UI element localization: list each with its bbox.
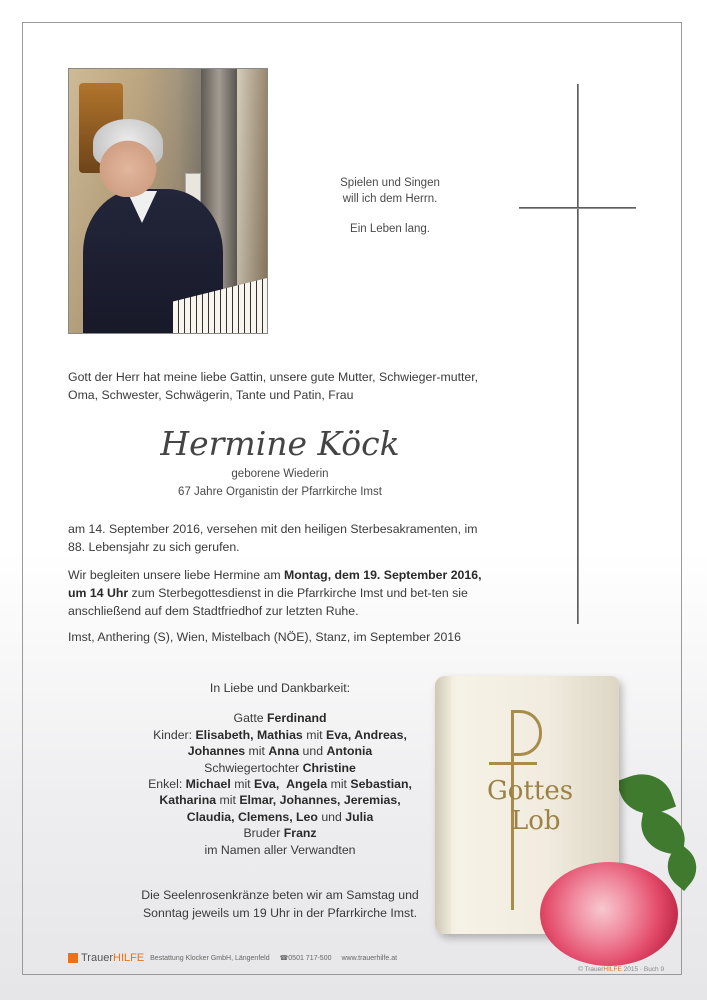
cross-icon-beam <box>519 207 636 209</box>
motto-line: Ein Leben lang. <box>350 223 430 235</box>
family-name: Ferdinand <box>267 711 327 726</box>
motto <box>300 175 480 237</box>
family-line <box>130 825 430 841</box>
phone-number: ☎0501 717-500 <box>279 955 332 962</box>
website: www.trauerhilfe.at <box>341 954 398 962</box>
family-list <box>130 680 430 858</box>
family-name: Eva, Andreas, <box>326 727 407 742</box>
funeral-text: zum Sterbegottesdienst in die Pfarrkirche Imst und bet-ten sie anschließend auf dem Stadtfriedhof zur letzten Ruhe. <box>68 586 468 618</box>
rosary-line: Sonntag jeweils um 19 Uhr in der Pfarrkirche Imst. <box>142 906 418 920</box>
book-title: Lob <box>511 806 561 836</box>
funeral-date: Montag, dem 19. September 2016, um 14 Uhr <box>68 568 482 600</box>
family-name: Franz <box>283 826 317 841</box>
trauerhilfe-logo-icon <box>68 953 78 963</box>
family-line: Claudia, Clemens, Leo und Julia <box>186 809 374 824</box>
family-name: Eva, <box>254 777 280 792</box>
copyright: © TrauerHILFE 2015 · Buch 9 <box>578 966 665 973</box>
funeral-text: Wir begleiten unsere liebe Hermine am <box>68 568 284 582</box>
maiden-name: geborene Wiederin <box>231 468 329 480</box>
family-name: Julia <box>345 809 374 824</box>
family-name: Claudia, Clemens, Leo <box>186 809 318 824</box>
book-title: Gottes <box>487 776 574 806</box>
family-name: Katharina <box>159 793 217 808</box>
intro-text: Gott der Herr hat meine liebe Gattin, unsere gute Mutter, Schwieger-mutter, Oma, Schwester, Schwägerin, Tante und Patin, Frau <box>68 370 479 402</box>
rose-image <box>540 862 678 966</box>
relation: Enkel: <box>148 777 186 792</box>
family-line <box>130 760 430 776</box>
funeral-notice <box>68 566 493 620</box>
family-line: im Namen aller Verwandten <box>204 842 356 857</box>
family-line <box>130 710 430 726</box>
family-name: Anna <box>268 744 300 759</box>
family-line: Kinder: Elisabeth, Mathias mit Eva, Andreas, <box>153 727 407 742</box>
family-name: Sebastian, <box>350 777 412 792</box>
family-name: Johannes <box>187 744 246 759</box>
death-notice: am 14. September 2016, versehen mit den heiligen Sterbesakramenten, im 88. Lebensjahr zu sich gerufen. <box>68 522 478 554</box>
family-line: Enkel: Michael mit Eva, Angela mit Sebastian, <box>148 777 412 792</box>
relation: Gatte <box>233 711 268 726</box>
motto-line: Spielen und Singen <box>340 177 440 189</box>
relation: Kinder: <box>153 727 196 742</box>
deceased-name: Hermine Köck <box>160 424 400 463</box>
footer <box>68 952 628 964</box>
family-name: Antonia <box>326 744 373 759</box>
cross-icon <box>577 84 579 624</box>
family-line: Katharina mit Elmar, Johannes, Jeremias, <box>159 793 401 808</box>
family-name: Elisabeth, Mathias <box>195 727 303 742</box>
motto-line: will ich dem Herrn. <box>342 193 438 205</box>
relation: Bruder <box>243 826 284 841</box>
brand-name: Trauer <box>81 952 113 964</box>
family-heading: In Liebe und Dankbarkeit: <box>209 681 351 695</box>
rosary-notice <box>120 886 440 922</box>
family-name: Elmar, Johannes, Jeremias, <box>239 793 401 808</box>
family-name: Michael <box>185 777 231 792</box>
family-name: Angela <box>286 777 328 792</box>
company-name: Bestattung Klocker GmbH, Längenfeld <box>150 954 270 962</box>
family-name: Christine <box>302 760 356 775</box>
brand-name-accent: HILFE <box>113 952 145 964</box>
rosary-line: Die Seelenrosenkränze beten wir am Samstag und <box>141 888 419 902</box>
family-line: Johannes mit Anna und Antonia <box>187 744 373 759</box>
occupation: 67 Jahre Organistin der Pfarrkirche Imst <box>178 486 382 498</box>
relation: Schwiegertochter <box>204 760 303 775</box>
portrait-photo <box>68 68 268 334</box>
places-date: Imst, Anthering (S), Wien, Mistelbach (NÖE), Stanz, im September 2016 <box>68 630 461 644</box>
